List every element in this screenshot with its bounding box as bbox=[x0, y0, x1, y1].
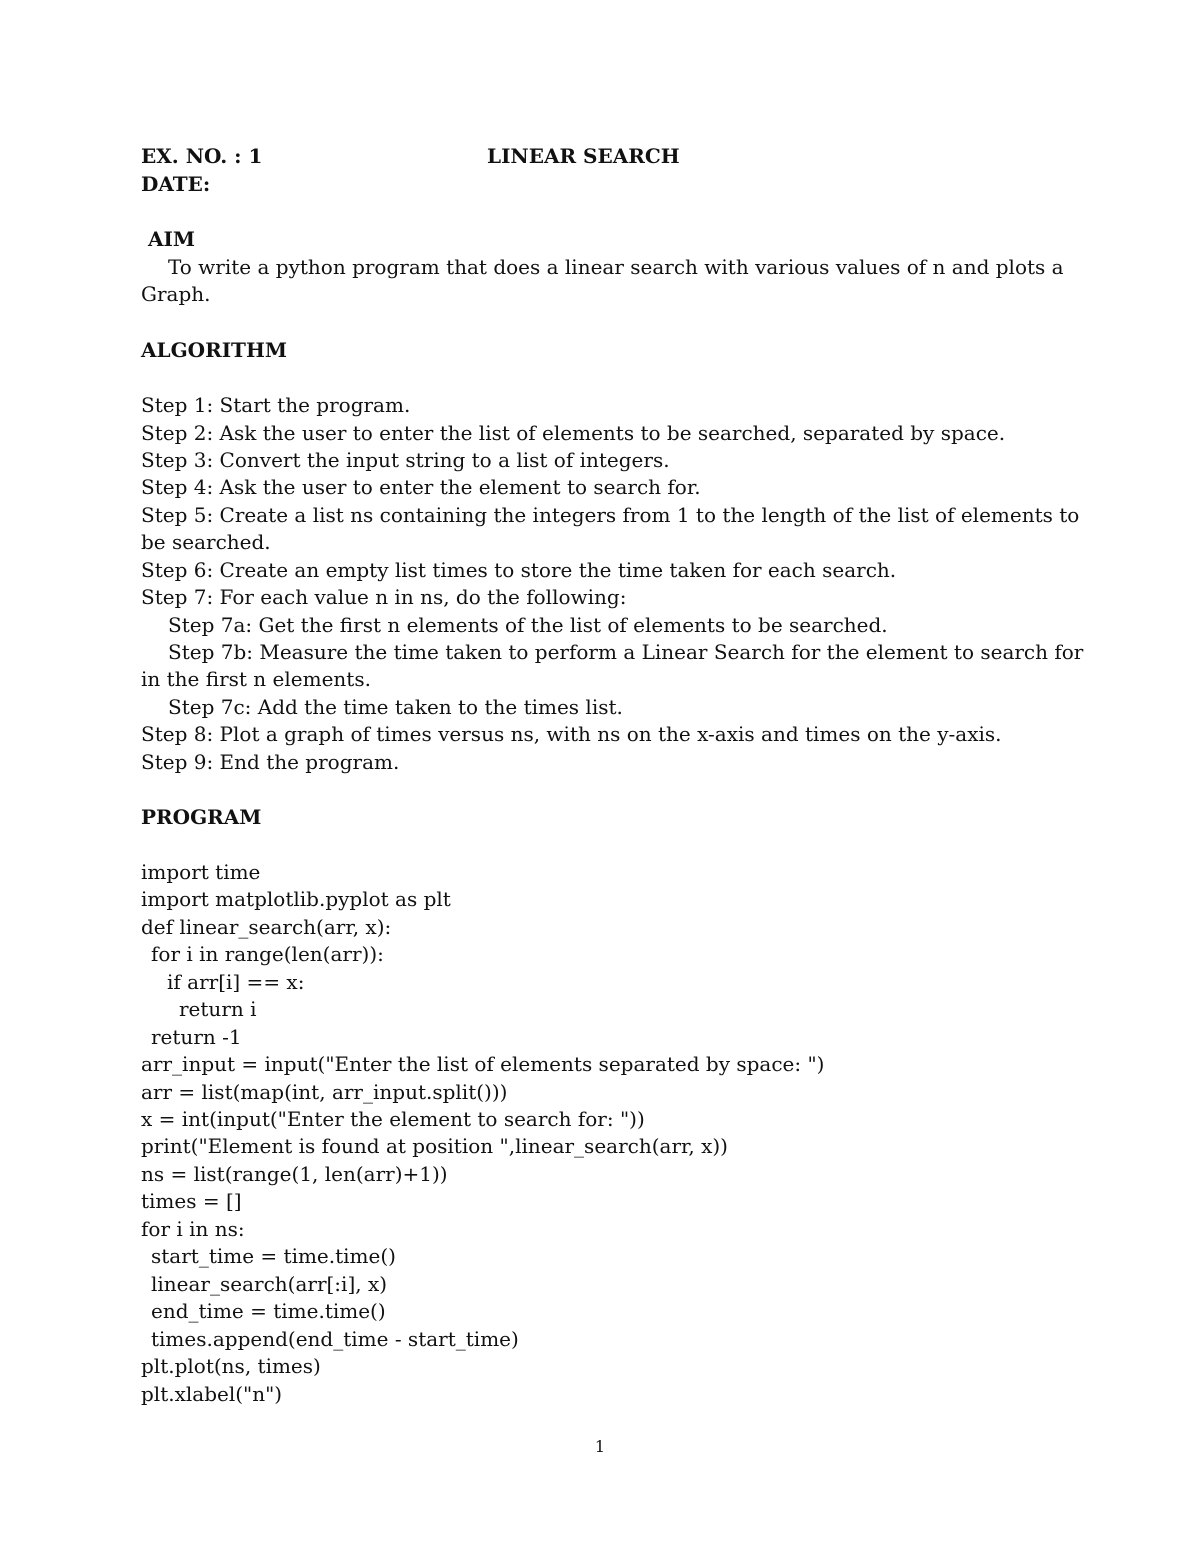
code-line: linear_search(arr[:i], x) bbox=[151, 1272, 388, 1296]
algorithm-heading: ALGORITHM bbox=[141, 338, 287, 362]
code-line: import matplotlib.pyplot as plt bbox=[141, 887, 451, 911]
code-line: plt.xlabel("n") bbox=[141, 1382, 283, 1406]
aim-line-2: Graph. bbox=[141, 282, 211, 306]
code-line: arr = list(map(int, arr_input.split())) bbox=[141, 1080, 508, 1104]
algorithm-step: in the first n elements. bbox=[141, 667, 371, 691]
code-line: times.append(end_time - start_time) bbox=[151, 1327, 519, 1351]
exercise-number: EX. NO. : 1 bbox=[141, 144, 263, 168]
algorithm-substep: Step 7b: Measure the time taken to perform a Linear Search for the element to search for bbox=[168, 640, 1084, 664]
algorithm-step: Step 2: Ask the user to enter the list of elements to be searched, separated by space. bbox=[141, 421, 1006, 445]
code-line: end_time = time.time() bbox=[151, 1299, 386, 1323]
aim-line-1: To write a python program that does a linear search with various values of n and plots a bbox=[168, 255, 1064, 279]
code-line: import time bbox=[141, 860, 261, 884]
algorithm-step: Step 6: Create an empty list times to store the time taken for each search. bbox=[141, 558, 897, 582]
code-line: start_time = time.time() bbox=[151, 1244, 396, 1268]
code-line: return i bbox=[179, 997, 257, 1021]
algorithm-step: Step 8: Plot a graph of times versus ns, with ns on the x-axis and times on the y-axis. bbox=[141, 722, 1002, 746]
algorithm-step: Step 4: Ask the user to enter the element to search for. bbox=[141, 475, 701, 499]
code-line: for i in ns: bbox=[141, 1217, 245, 1241]
algorithm-substep: Step 7a: Get the first n elements of the list of elements to be searched. bbox=[168, 613, 888, 637]
code-line: return -1 bbox=[151, 1025, 242, 1049]
algorithm-substep: Step 7c: Add the time taken to the times list. bbox=[168, 695, 623, 719]
page-title: LINEAR SEARCH bbox=[487, 144, 680, 168]
code-line: def linear_search(arr, x): bbox=[141, 915, 392, 939]
aim-heading: AIM bbox=[148, 227, 196, 251]
program-heading: PROGRAM bbox=[141, 805, 262, 829]
algorithm-step: Step 5: Create a list ns containing the integers from 1 to the length of the list of elements to bbox=[141, 503, 1080, 527]
page-number: 1 bbox=[594, 1437, 606, 1456]
algorithm-step: Step 9: End the program. bbox=[141, 750, 400, 774]
code-line: times = [] bbox=[141, 1189, 242, 1213]
code-line: plt.plot(ns, times) bbox=[141, 1354, 321, 1378]
code-line: print("Element is found at position ",linear_search(arr, x)) bbox=[141, 1134, 728, 1158]
algorithm-step: Step 3: Convert the input string to a list of integers. bbox=[141, 448, 670, 472]
code-line: ns = list(range(1, len(arr)+1)) bbox=[141, 1162, 448, 1186]
algorithm-step: Step 1: Start the program. bbox=[141, 393, 411, 417]
code-line: x = int(input("Enter the element to search for: ")) bbox=[141, 1107, 645, 1131]
algorithm-step: be searched. bbox=[141, 530, 271, 554]
code-line: for i in range(len(arr)): bbox=[151, 942, 384, 966]
code-line: arr_input = input("Enter the list of elements separated by space: ") bbox=[141, 1052, 825, 1076]
algorithm-step: Step 7: For each value n in ns, do the following: bbox=[141, 585, 627, 609]
code-line: if arr[i] == x: bbox=[167, 970, 305, 994]
date-label: DATE: bbox=[141, 172, 211, 196]
